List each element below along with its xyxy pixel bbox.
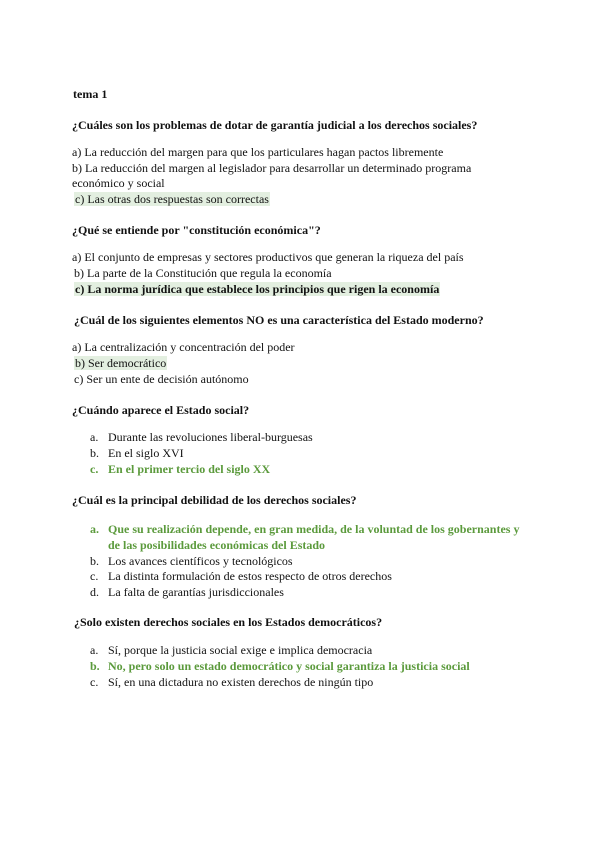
q4-option-c-correct: c. En el primer tercio del siglo XX xyxy=(90,462,271,476)
q5-option-b: b. Los avances científicos y tecnológicos xyxy=(90,554,293,568)
q2-option-a: a) El conjunto de empresas y sectores productivos que generan la riqueza del país xyxy=(72,250,464,264)
q3-option-a: a) La centralización y concentración del poder xyxy=(72,340,295,354)
q3-option-c: c) Ser un ente de decisión autónomo xyxy=(74,372,249,386)
q3-option-b-text: b) Ser democrático xyxy=(75,356,167,370)
q1-option-b: b) La reducción del margen al legislador para desarrollar un determinado programa xyxy=(72,161,472,175)
q5-option-a-correct: a. Que su realización depende, en gran medida, de la voluntad de los gobernantes y xyxy=(90,522,520,536)
question-5: ¿Cuál es la principal debilidad de los derechos sociales? xyxy=(72,493,357,507)
q4-option-a: a. Durante las revoluciones liberal-burguesas xyxy=(90,430,313,444)
q5-option-a-cont: de las posibilidades económicas del Estado xyxy=(108,538,326,552)
q6-option-b-correct: b. No, pero solo un estado democrático y social garantiza la justicia social xyxy=(90,659,470,673)
q1-option-c-text: c) Las otras dos respuestas son correctas xyxy=(75,192,269,206)
question-4: ¿Cuándo aparece el Estado social? xyxy=(72,403,250,417)
q1-option-b-cont: económico y social xyxy=(72,176,165,190)
question-1: ¿Cuáles son los problemas de dotar de garantía judicial a los derechos sociales? xyxy=(72,118,478,132)
q1-option-c-correct xyxy=(74,192,270,207)
question-6: ¿Solo existen derechos sociales en los Estados democráticos? xyxy=(74,615,383,629)
document-title: tema 1 xyxy=(73,87,108,101)
q4-option-b: b. En el siglo XVI xyxy=(90,446,184,460)
q5-option-c: c. La distinta formulación de estos respecto de otros derechos xyxy=(90,569,392,583)
q1-option-a: a) La reducción del margen para que los particulares hagan pactos libremente xyxy=(72,145,444,159)
question-3: ¿Cuál de los siguientes elementos NO es una característica del Estado moderno? xyxy=(74,313,484,327)
q2-option-b: b) La parte de la Constitución que regula la economía xyxy=(74,266,332,280)
q5-option-d: d. La falta de garantías jurisdiccionales xyxy=(90,585,284,599)
question-2: ¿Qué se entiende por "constitución económica"? xyxy=(72,223,321,237)
q6-option-c: c. Sí, en una dictadura no existen derechos de ningún tipo xyxy=(90,675,374,689)
q2-option-c-correct xyxy=(74,282,440,297)
q6-option-a: a. Sí, porque la justicia social exige e implica democracia xyxy=(90,643,373,657)
q2-option-c-text: c) La norma jurídica que establece los principios que rigen la economía xyxy=(75,282,440,296)
q3-option-b-correct xyxy=(74,356,167,371)
